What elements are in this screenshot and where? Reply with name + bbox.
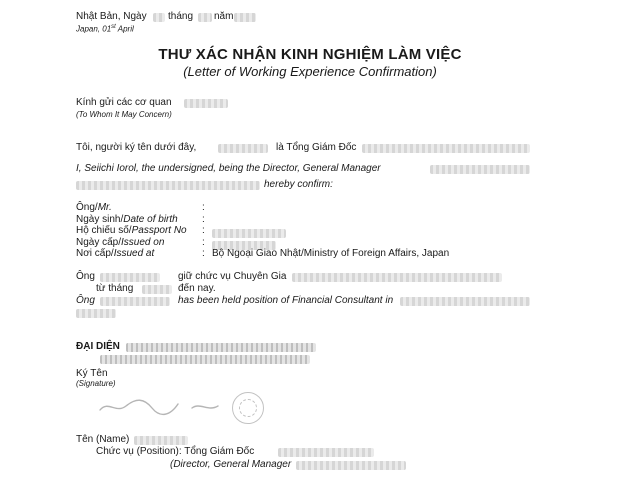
redacted-title-en	[430, 165, 530, 174]
redacted-name	[218, 144, 268, 153]
position-en-mid: has been held position of Financial Consultant in	[178, 295, 394, 306]
field-issued-on: Ngày cấp/Issued on	[76, 236, 165, 248]
redacted-position-extra	[76, 309, 116, 318]
position-label: Chức vụ (Position): Tổng Giám Đốc	[96, 446, 255, 457]
redacted-dept-en	[400, 297, 530, 306]
redacted-signer-company-en	[296, 461, 406, 470]
place-date-vn: Nhật Bản, Ngày	[76, 11, 147, 22]
representative-label: ĐẠI DIỆN	[76, 341, 120, 352]
intro-vn-mid: là Tổng Giám Đốc	[276, 142, 357, 153]
position-vn-start: Ông	[76, 271, 95, 282]
intro-en-end: hereby confirm:	[264, 179, 333, 190]
page-title: THƯ XÁC NHẬN KINH NGHIỆM LÀM VIỆC	[158, 46, 462, 63]
month-vn: tháng	[168, 11, 194, 22]
position-en-start: Ông	[76, 295, 95, 306]
addressee-vn: Kính gửi các cơ quan	[76, 97, 172, 108]
redacted-company-rep	[126, 343, 316, 352]
redacted-start-date	[142, 285, 172, 294]
position-vn-until: đến nay.	[178, 283, 216, 294]
year-vn: năm	[214, 11, 234, 22]
redacted-employee-name	[100, 273, 160, 282]
name-label: Tên (Name)	[76, 434, 130, 445]
redacted-signer-company	[278, 448, 374, 457]
redacted-passport	[212, 229, 286, 238]
field-dob: Ngày sinh/Date of birth	[76, 213, 178, 225]
redacted-company-rep-en	[100, 355, 310, 364]
intro-en-start: I, Seiichi Iorol, the undersigned, being the Director, General Manager	[76, 163, 381, 174]
field-mr: Ông/Mr.	[76, 202, 112, 213]
position-vn-mid: giữ chức vụ Chuyên Gia	[178, 271, 287, 282]
redacted-employee-name-en	[100, 297, 170, 306]
company-seal	[232, 392, 264, 424]
redacted-company-vn	[362, 144, 530, 153]
signature-vn: Ký Tên	[76, 368, 108, 379]
addressee-en: (To Whom It May Concern)	[76, 110, 172, 119]
field-issued-at-value: Bộ Ngoại Giao Nhật/Ministry of Foreign Affairs, Japan	[212, 248, 450, 259]
personal-fields	[76, 202, 187, 260]
redacted-dept-vn	[292, 273, 502, 282]
field-colons: : : : : :	[202, 202, 205, 259]
position-en: (Director, General Manager	[170, 459, 292, 470]
field-passport: Hộ chiếu số/Passport No	[76, 225, 187, 236]
place-date-en: Japan, 01st April	[76, 24, 134, 34]
position-vn-from: từ tháng	[96, 283, 134, 294]
field-issued-at: Nơi cấp/Issued at	[76, 248, 155, 259]
redacted-day	[153, 13, 165, 22]
signature-en: (Signature)	[76, 379, 116, 388]
redacted-month	[198, 13, 212, 22]
page-subtitle: (Letter of Working Experience Confirmation)	[183, 64, 437, 79]
redacted-addressee	[184, 99, 228, 108]
redacted-year	[234, 13, 256, 22]
redacted-signer-name	[134, 436, 188, 445]
intro-vn-start: Tôi, người ký tên dưới đây,	[76, 142, 197, 153]
redacted-company-en	[76, 181, 260, 190]
